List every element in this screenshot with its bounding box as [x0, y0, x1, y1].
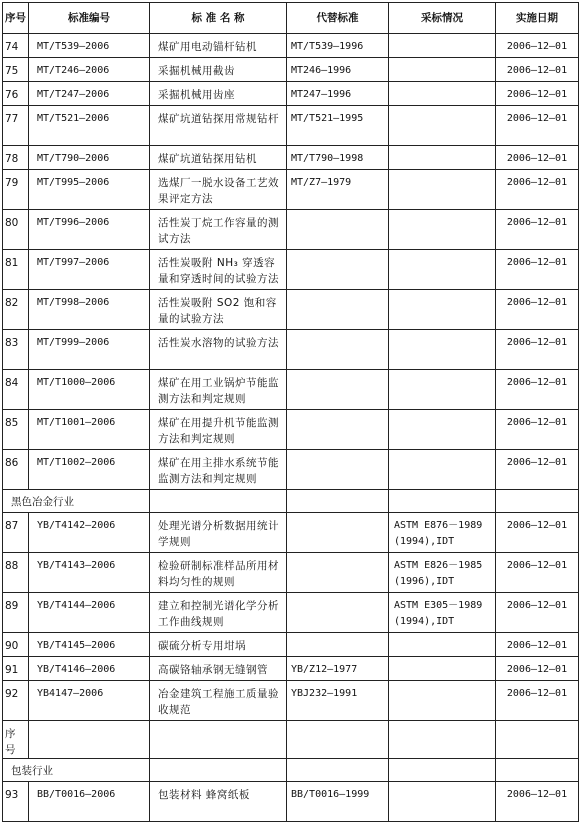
table-row — [3, 290, 579, 330]
row-name: 冶金建筑工程施工质量验收规范 — [150, 681, 287, 721]
row-no: 81 — [3, 250, 29, 290]
row-date: 2006—12—01 — [496, 370, 579, 410]
row-date: 2006—12—01 — [496, 330, 579, 370]
row-replaced: BB/T0016—1999 — [287, 782, 389, 822]
table-row — [3, 106, 579, 146]
row-replaced: MT246—1996 — [287, 58, 389, 82]
row-name: 活性炭水溶物的试验方法 — [150, 330, 287, 370]
row-adoption — [389, 410, 496, 450]
row-name: 碳硫分析专用坩埚 — [150, 633, 287, 657]
empty-cell — [496, 759, 579, 782]
row-name: 采掘机械用齿座 — [150, 82, 287, 106]
row-date: 2006—12—01 — [496, 450, 579, 490]
row-replaced — [287, 513, 389, 553]
row-adoption — [389, 330, 496, 370]
row-replaced: MT/Z7—1979 — [287, 170, 389, 210]
empty-cell — [496, 721, 579, 759]
empty-cell — [389, 490, 496, 513]
table-row — [3, 330, 579, 370]
table-row — [3, 58, 579, 82]
row-replaced — [287, 553, 389, 593]
table-row — [3, 82, 579, 106]
table-row — [3, 513, 579, 553]
table-row — [3, 170, 579, 210]
row-replaced: MT247—1996 — [287, 82, 389, 106]
row-date: 2006—12—01 — [496, 633, 579, 657]
header-date: 实施日期 — [496, 3, 579, 34]
row-no: 87 — [3, 513, 29, 553]
table-row — [3, 410, 579, 450]
row-code: MT/T539—2006 — [29, 34, 150, 58]
row-replaced — [287, 370, 389, 410]
table-row — [3, 210, 579, 250]
row-adoption — [389, 681, 496, 721]
row-adoption: ASTM E305－1989 (1994),IDT — [389, 593, 496, 633]
row-replaced — [287, 633, 389, 657]
row-no: 88 — [3, 553, 29, 593]
row-no: 91 — [3, 657, 29, 681]
row-replaced — [287, 410, 389, 450]
row-name: 建立和控制光谱化学分析工作曲线规则 — [150, 593, 287, 633]
row-adoption: ASTM E826－1985 (1996),IDT — [389, 553, 496, 593]
row-name: 煤矿在用主排水系统节能监测方法和判定规则 — [150, 450, 287, 490]
table-row — [3, 782, 579, 822]
row-adoption — [389, 250, 496, 290]
header-adoption: 采标情况 — [389, 3, 496, 34]
table-row — [3, 633, 579, 657]
row-name: 活性炭吸附 NH₃ 穿透容量和穿透时间的试验方法 — [150, 250, 287, 290]
row-code: MT/T998—2006 — [29, 290, 150, 330]
row-adoption — [389, 450, 496, 490]
row-no: 75 — [3, 58, 29, 82]
row-no: 80 — [3, 210, 29, 250]
row-replaced: MT/T539—1996 — [287, 34, 389, 58]
header-no: 序号 — [3, 3, 29, 34]
row-date: 2006—12—01 — [496, 58, 579, 82]
row-no: 92 — [3, 681, 29, 721]
row-name: 煤矿坑道钻探用钻机 — [150, 146, 287, 170]
row-code: MT/T247—2006 — [29, 82, 150, 106]
row-adoption: ASTM E876－1989 (1994),IDT — [389, 513, 496, 553]
table-row — [3, 370, 579, 410]
empty-cell — [287, 490, 389, 513]
table-row — [3, 146, 579, 170]
row-no: 86 — [3, 450, 29, 490]
row-date: 2006—12—01 — [496, 513, 579, 553]
table-row — [3, 681, 579, 721]
section-header-row — [3, 721, 579, 759]
row-date: 2006—12—01 — [496, 250, 579, 290]
row-code: MT/T996—2006 — [29, 210, 150, 250]
row-name: 选煤厂一脱水设备工艺效果评定方法 — [150, 170, 287, 210]
row-no: 90 — [3, 633, 29, 657]
row-adoption — [389, 210, 496, 250]
row-code: YB/T4144—2006 — [29, 593, 150, 633]
table-row — [3, 553, 579, 593]
row-no: 79 — [3, 170, 29, 210]
row-adoption — [389, 290, 496, 330]
row-adoption — [389, 370, 496, 410]
empty-cell — [29, 721, 150, 759]
row-name: 包装材料 蜂窝纸板 — [150, 782, 287, 822]
row-adoption — [389, 146, 496, 170]
row-name: 处理光谱分析数据用统计学规则 — [150, 513, 287, 553]
row-no: 83 — [3, 330, 29, 370]
row-code: YB/T4142—2006 — [29, 513, 150, 553]
row-date: 2006—12—01 — [496, 553, 579, 593]
row-no: 93 — [3, 782, 29, 822]
row-adoption — [389, 782, 496, 822]
row-name: 活性炭丁烷工作容量的测试方法 — [150, 210, 287, 250]
row-code: MT/T521—2006 — [29, 106, 150, 146]
section-title: 包装行业 — [3, 759, 150, 782]
row-adoption — [389, 106, 496, 146]
row-date: 2006—12—01 — [496, 657, 579, 681]
row-name: 高碳铬轴承钢无缝钢管 — [150, 657, 287, 681]
row-no: 77 — [3, 106, 29, 146]
row-date: 2006—12—01 — [496, 290, 579, 330]
row-replaced — [287, 593, 389, 633]
row-replaced: MT/T521—1995 — [287, 106, 389, 146]
table-row — [3, 250, 579, 290]
table-row — [3, 450, 579, 490]
empty-cell — [389, 721, 496, 759]
row-date: 2006—12—01 — [496, 170, 579, 210]
empty-cell — [389, 759, 496, 782]
row-code: MT/T790—2006 — [29, 146, 150, 170]
row-date: 2006—12—01 — [496, 106, 579, 146]
row-code: YB/T4143—2006 — [29, 553, 150, 593]
row-name: 煤矿在用工业锅炉节能监测方法和判定规则 — [150, 370, 287, 410]
row-replaced — [287, 330, 389, 370]
row-date: 2006—12—01 — [496, 34, 579, 58]
section-row — [3, 490, 579, 513]
standards-table — [2, 2, 579, 822]
empty-cell — [150, 490, 287, 513]
row-date: 2006—12—01 — [496, 782, 579, 822]
row-code: YB/T4146—2006 — [29, 657, 150, 681]
section-title: 黑色冶金行业 — [3, 490, 150, 513]
row-no: 82 — [3, 290, 29, 330]
empty-cell — [150, 759, 287, 782]
row-date: 2006—12—01 — [496, 82, 579, 106]
row-code: MT/T246—2006 — [29, 58, 150, 82]
row-name: 煤矿在用提升机节能监测方法和判定规则 — [150, 410, 287, 450]
row-adoption — [389, 170, 496, 210]
row-name: 采掘机械用截齿 — [150, 58, 287, 82]
table-header-row — [3, 3, 579, 34]
empty-cell — [287, 759, 389, 782]
header-replaced: 代替标准 — [287, 3, 389, 34]
row-date: 2006—12—01 — [496, 410, 579, 450]
row-code: BB/T0016—2006 — [29, 782, 150, 822]
empty-cell — [150, 721, 287, 759]
empty-cell — [287, 721, 389, 759]
header-code: 标准编号 — [29, 3, 150, 34]
row-code: YB4147—2006 — [29, 681, 150, 721]
row-no: 85 — [3, 410, 29, 450]
row-replaced — [287, 210, 389, 250]
header-name: 标 准 名 称 — [150, 3, 287, 34]
row-date: 2006—12—01 — [496, 681, 579, 721]
row-replaced: YBJ232—1991 — [287, 681, 389, 721]
row-code: MT/T1002—2006 — [29, 450, 150, 490]
row-date: 2006—12—01 — [496, 593, 579, 633]
row-name: 煤矿用电动锚杆钻机 — [150, 34, 287, 58]
row-code: MT/T997—2006 — [29, 250, 150, 290]
row-code: YB/T4145—2006 — [29, 633, 150, 657]
row-adoption — [389, 633, 496, 657]
row-adoption — [389, 58, 496, 82]
row-code: MT/T1000—2006 — [29, 370, 150, 410]
row-name: 活性炭吸附 SO2 饱和容量的试验方法 — [150, 290, 287, 330]
row-adoption — [389, 34, 496, 58]
row-adoption — [389, 82, 496, 106]
table-row — [3, 657, 579, 681]
row-no: 74 — [3, 34, 29, 58]
row-code: MT/T1001—2006 — [29, 410, 150, 450]
table-row — [3, 34, 579, 58]
row-no: 84 — [3, 370, 29, 410]
row-adoption — [389, 657, 496, 681]
row-name: 检验研制标准样品所用材料均匀性的规则 — [150, 553, 287, 593]
row-code: MT/T999—2006 — [29, 330, 150, 370]
row-no: 76 — [3, 82, 29, 106]
section-row — [3, 759, 579, 782]
row-no-label: 序号 — [3, 721, 29, 759]
row-name: 煤矿坑道钻探用常规钻杆 — [150, 106, 287, 146]
row-replaced — [287, 250, 389, 290]
row-code: MT/T995—2006 — [29, 170, 150, 210]
row-replaced: MT/T790—1998 — [287, 146, 389, 170]
row-replaced — [287, 450, 389, 490]
row-no: 78 — [3, 146, 29, 170]
table-row — [3, 593, 579, 633]
row-date: 2006—12—01 — [496, 146, 579, 170]
row-date: 2006—12—01 — [496, 210, 579, 250]
row-no: 89 — [3, 593, 29, 633]
row-replaced — [287, 290, 389, 330]
empty-cell — [496, 490, 579, 513]
row-replaced: YB/Z12—1977 — [287, 657, 389, 681]
